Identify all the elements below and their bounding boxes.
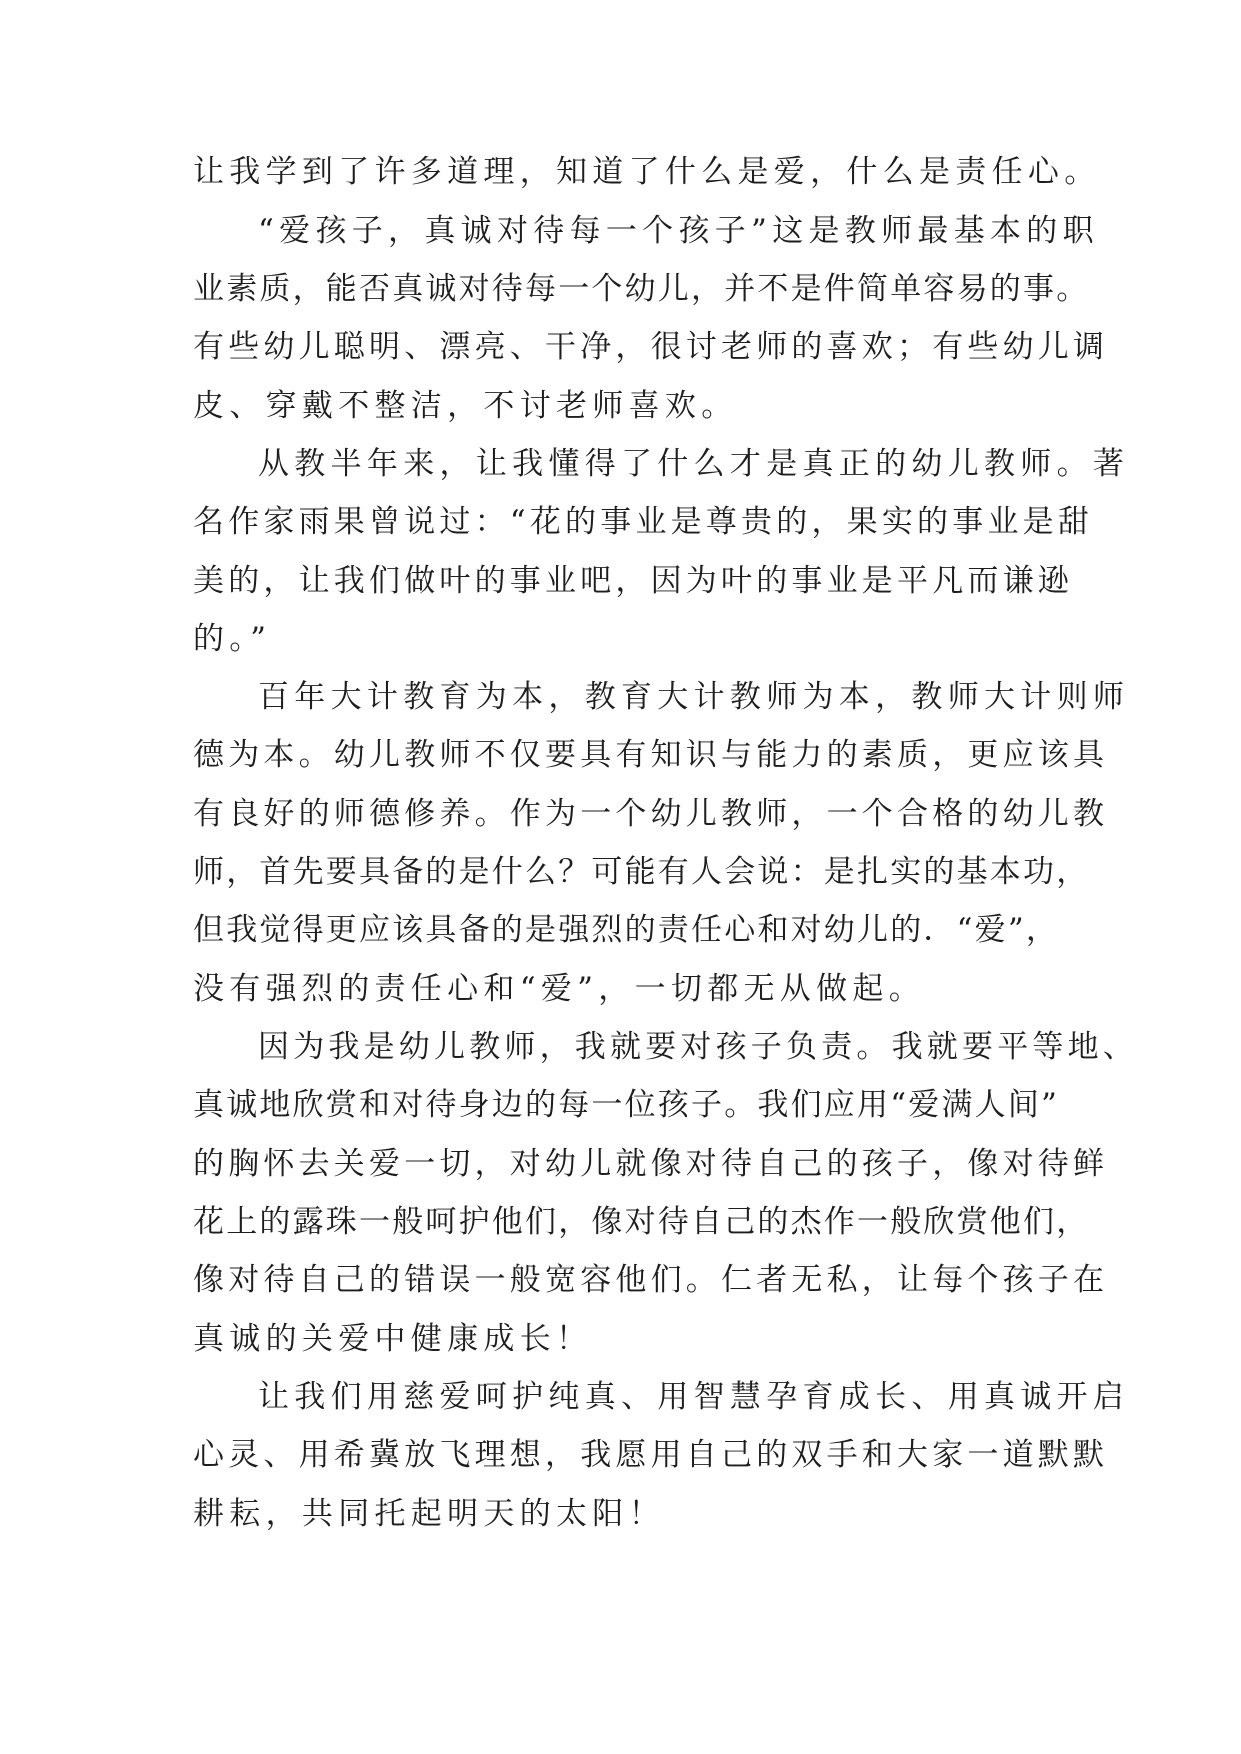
text-line: 美的，让我们做叶的事业吧，因为叶的事业是平凡而谦逊 [193, 563, 1073, 599]
paragraph-first-line: 从教半年来，让我懂得了什么才是真正的幼儿教师。著 [258, 446, 1130, 482]
paragraph-first-line: “爱孩子，真诚对待每一个孩子”这是教师最基本的职 [258, 213, 1099, 249]
paragraph-first-line: 百年大计教育为本，教育大计教师为本，教师大计则师 [258, 679, 1130, 715]
text-line: 名作家雨果曾说过：“花的事业是尊贵的，果实的事业是甜 [193, 504, 1094, 540]
text-line: 真诚的关爱中健康成长！ [193, 1321, 593, 1357]
text-line: 有良好的师德修养。作为一个幼儿教师，一个合格的幼儿教 [193, 796, 1109, 832]
text-line: 没有强烈的责任心和“爱”，一切都无从做起。 [193, 971, 925, 1007]
paragraph-first-line: 因为我是幼儿教师，我就要对孩子负责。我就要平等地、 [258, 1029, 1138, 1065]
text-line: 让我学到了许多道理，知道了什么是爱，什么是责任心。 [193, 154, 1101, 190]
text-line: 花上的露珠一般呵护他们，像对待自己的杰作一般欣赏他们， [193, 1204, 1090, 1240]
paragraph-first-line: 让我们用慈爱呵护纯真、用智慧孕育成长、用真诚开启 [258, 1379, 1130, 1415]
text-line: 心灵、用希冀放飞理想，我愿用自己的双手和大家一道默默 [193, 1437, 1109, 1473]
text-line: 但我觉得更应该具备的是强烈的责任心和对幼儿的．“爱”， [193, 912, 1060, 948]
text-line: 真诚地欣赏和对待身边的每一位孩子。我们应用“爱满人间” [193, 1087, 1060, 1123]
text-line: 的。” [193, 621, 272, 657]
text-line: 耕耘，共同托起明天的太阳！ [193, 1496, 665, 1532]
text-line: 有些幼儿聪明、漂亮、干净，很讨老师的喜欢；有些幼儿调 [193, 329, 1109, 365]
text-line: 的胸怀去关爱一切，对幼儿就像对待自己的孩子，像对待鲜 [193, 1146, 1109, 1182]
text-line: 业素质，能否真诚对待每一个幼儿，并不是件简单容易的事。 [193, 271, 1090, 307]
text-line: 德为本。幼儿教师不仅要具有知识与能力的素质，更应该具 [193, 737, 1109, 773]
text-line: 师，首先要具备的是什么？可能有人会说：是扎实的基本功， [193, 854, 1090, 890]
text-line: 皮、穿戴不整洁，不讨老师喜欢。 [193, 388, 738, 424]
text-line: 像对待自己的错误一般宽容他们。仁者无私，让每个孩子在 [193, 1262, 1109, 1298]
